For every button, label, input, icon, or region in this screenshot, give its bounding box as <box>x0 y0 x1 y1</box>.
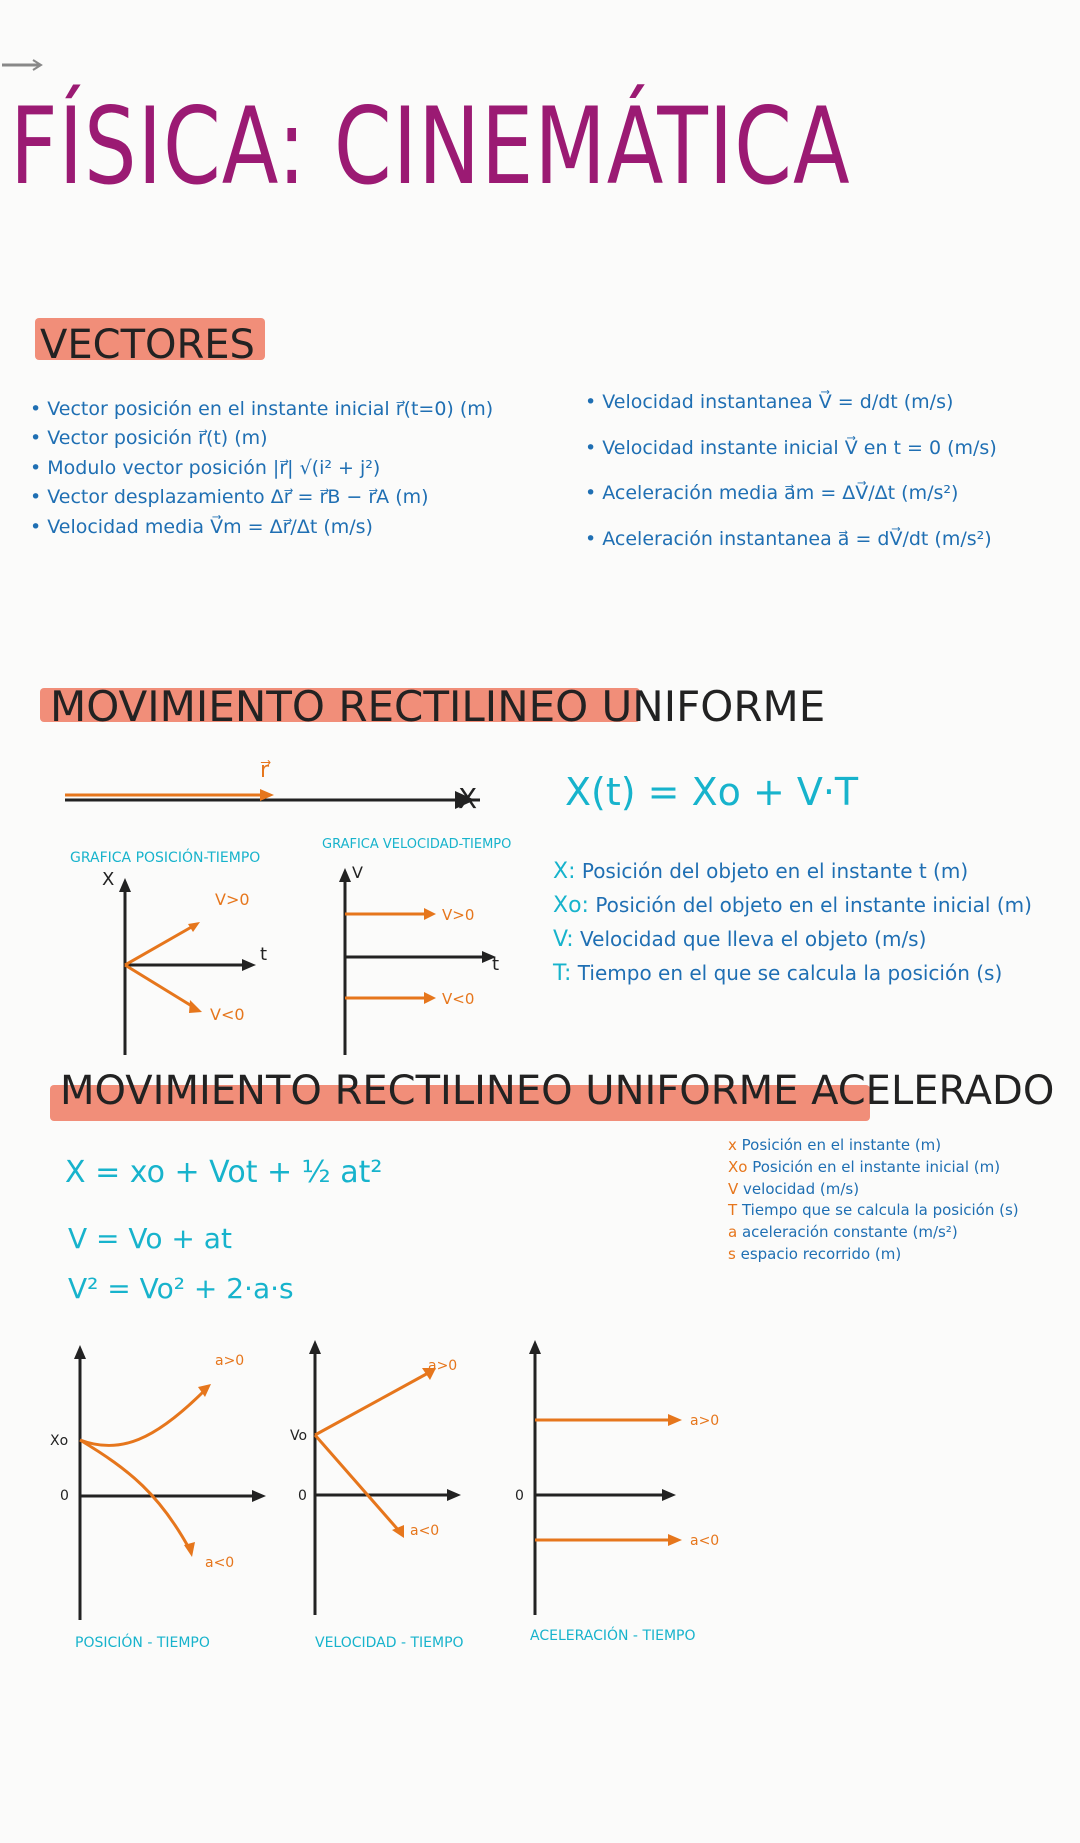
mru-heading: MOVIMIENTO RECTILINEO UNIFORME <box>50 682 826 731</box>
a-pos-label: a>0 <box>690 1413 720 1429</box>
legend-row: x Posición en el instante (m) <box>728 1136 942 1154</box>
list-item: • Velocidad instante inicial V⃗ en t = 0 (m/s) <box>585 426 997 472</box>
list-item: • Velocidad media V⃗m = Δr⃗/Δt (m/s) <box>30 513 493 542</box>
mru-definitions <box>553 855 1032 991</box>
list-item: • Velocidad instantanea V⃗ = d/dt (m/s) <box>585 380 997 426</box>
g1-down-label: V<0 <box>210 1005 245 1024</box>
legend-row: s espacio recorrido (m) <box>728 1244 902 1263</box>
x-axis-label: X <box>458 782 478 815</box>
vectores-left-list <box>30 395 493 542</box>
legend-row: Xo Posición en el instante inicial (m) <box>728 1157 1001 1176</box>
list-item: • Vector desplazamiento Δr⃗ = r⃗B − r⃗A (m) <box>30 483 493 512</box>
a-neg-label: a<0 <box>690 1533 720 1549</box>
g2-up-label: V>0 <box>442 906 475 924</box>
mru-graph2-title: GRAFICA VELOCIDAD-TIEMPO <box>322 837 512 852</box>
list-item: • Vector posición r⃗(t) (m) <box>30 424 493 453</box>
g1-x-label: t <box>260 944 268 965</box>
mrua-position-time-graph <box>45 1335 285 1625</box>
vectores-right-list <box>585 380 997 562</box>
zero-label: 0 <box>298 1488 307 1504</box>
x0-label: Xo <box>50 1433 69 1449</box>
v0-label: Vo <box>290 1428 308 1444</box>
g2-down-label: V<0 <box>442 990 475 1008</box>
zero-label: 0 <box>515 1488 524 1504</box>
legend-row: V velocidad (m/s) <box>728 1179 860 1198</box>
vector-r-label: r⃗ <box>260 758 270 783</box>
g1-up-label: V>0 <box>215 890 250 909</box>
mru-equation: X(t) = Xo + V·T <box>565 770 859 814</box>
definition-row: T: Tiempo en el que se calcula la posición (s) <box>553 961 1003 987</box>
mrua-eq3: V² = Vo² + 2·a·s <box>68 1272 294 1305</box>
zero-label: 0 <box>60 1488 69 1504</box>
acc-graph-title: ACELERACIÓN - TIEMPO <box>530 1628 696 1644</box>
vectores-heading: VECTORES <box>40 322 255 368</box>
mrua-eq1: X = xo + Vot + ½ at² <box>65 1155 383 1190</box>
mru-velocity-time-graph <box>320 860 520 1060</box>
mrua-legend <box>728 1135 1019 1266</box>
list-item: • Modulo vector posición |r⃗| √(i² + j²) <box>30 454 493 483</box>
definition-row: X: Posición del objeto en el instante t (m) <box>553 859 969 884</box>
a-pos-label: a>0 <box>215 1353 245 1369</box>
a-neg-label: a<0 <box>410 1523 440 1539</box>
list-item: • Aceleración media a⃗m = ΔV⃗/Δt (m/s²) <box>585 471 997 517</box>
mrua-eq2: V = Vo + at <box>68 1222 232 1255</box>
pos-graph-title: POSICIÓN - TIEMPO <box>75 1635 210 1651</box>
list-item: • Aceleración instantanea a⃗ = dV⃗/dt (m/s²) <box>585 517 997 563</box>
list-item: • Vector posición en el instante inicial r⃗(t=0) (m) <box>30 395 493 424</box>
mru-position-vector <box>60 755 480 815</box>
mrua-velocity-time-graph <box>280 1330 480 1620</box>
definition-row: Xo: Posición del objeto en el instante inicial (m) <box>553 893 1032 919</box>
legend-row: T Tiempo que se calcula la posición (s) <box>728 1201 1019 1220</box>
g2-x-label: t <box>492 954 500 975</box>
mru-position-time-graph <box>90 870 300 1060</box>
g1-y-label: X <box>102 870 115 890</box>
mrua-acceleration-time-graph <box>500 1330 740 1620</box>
g2-y-label: V <box>352 863 363 882</box>
definition-row: V: Velocidad que lleva el objeto (m/s) <box>553 927 927 953</box>
mru-graph1-title: GRAFICA POSICIÓN-TIEMPO <box>70 850 261 866</box>
vel-graph-title: VELOCIDAD - TIEMPO <box>315 1635 464 1651</box>
legend-row: a aceleración constante (m/s²) <box>728 1223 958 1241</box>
mrua-heading: MOVIMIENTO RECTILINEO UNIFORME ACELERADO <box>60 1068 1055 1114</box>
a-neg-label: a<0 <box>205 1555 235 1571</box>
margin-arrow-icon <box>0 55 50 75</box>
page-title: FÍSICA: CINEMÁTICA <box>10 85 851 209</box>
a-pos-label: a>0 <box>428 1358 458 1374</box>
